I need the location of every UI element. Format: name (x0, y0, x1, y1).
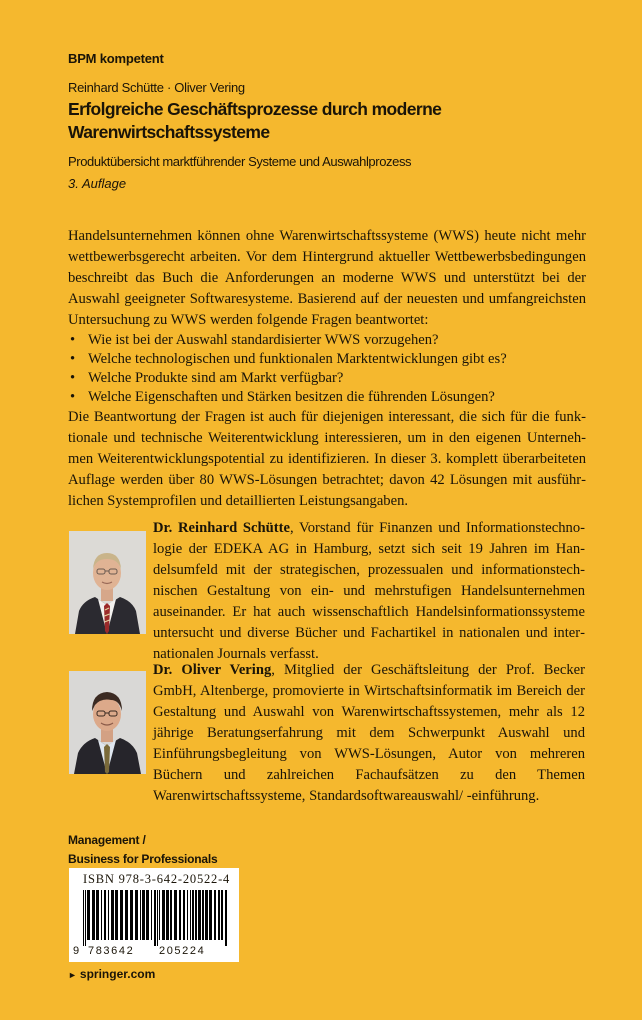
bio-text: , Mitglied der Geschäftsleitung der Prof. Becker GmbH, Altenberge, promovierte in Wirtschaftsinformatik im Bereich der Gestaltung und Auswahl von Warenwirtschaftssystemen, mehr als 12 jährige Beratungserfahrung mit dem Schwerpunkt Auswahl und Einführungsbegleitung von WWS-Lösungen, Autor von mehreren Büchern und zahlreichen Fachaufsätzen zu den Themen Warenwirtschaftssysteme, Standardsoftwareauswahl/ -einführung. (153, 662, 585, 804)
website-text: springer.com (79, 967, 156, 981)
barcode-bar (179, 890, 181, 940)
book-title-line-1: Erfolgreiche Geschäftsprozesse durch moderne (68, 99, 442, 119)
book-title-line-2: Warenwirtschaftssysteme (68, 122, 270, 142)
barcode-bar (115, 890, 118, 940)
barcode-bar (202, 890, 204, 940)
barcode-bar (96, 890, 99, 940)
book-subtitle: Produktübersicht marktführender Systeme und Auswahlprozess (68, 154, 412, 169)
barcode-bar (125, 890, 128, 940)
category-line-2: Business for Professionals (68, 852, 218, 866)
ean-right-group: 205224 (159, 945, 206, 957)
barcode-bar (87, 890, 90, 940)
barcode-bar (166, 890, 169, 940)
bio-text: , Vorstand für Finanzen und Informationstechnologie der EDEKA AG in Hamburg, setzt sich seit 19 Jahren im Handelsumfeld mit der strategischen, prozessualen und informationstechnischen Gestaltung von ein- und mehrstufigen Handelsunternehmen auseinander. Er hat auch wissenschaftlich Handelsinformationssysteme untersucht und diverse Bücher und Fachartikel in nationalen und internationalen Journals verfasst. (153, 520, 586, 662)
barcode-bar (130, 890, 133, 940)
barcode-bar (190, 890, 191, 940)
author-photo-vering (69, 671, 146, 774)
barcode-bar (111, 890, 114, 940)
barcode-bar (159, 890, 160, 940)
list-item: • Welche technologischen und funktionalen Marktentwicklungen gibt es? (68, 350, 586, 369)
author-photo-schuette (69, 531, 146, 634)
barcode-bar (140, 890, 141, 940)
barcode-bar (146, 890, 149, 940)
barcode-bar (209, 890, 212, 940)
barcode-bar (120, 890, 123, 940)
barcode-bar (162, 890, 165, 940)
author-name: Dr. Reinhard Schütte (153, 520, 290, 536)
isbn-label: ISBN 978-3-642-20522-4 (83, 872, 231, 886)
question-list (68, 331, 586, 407)
website-link[interactable] (68, 967, 155, 981)
category (68, 831, 218, 869)
bio-vering (153, 660, 585, 807)
ean-left-group: 783642 (88, 945, 135, 957)
barcode-bar (192, 890, 194, 940)
authors: Reinhard Schütte · Oliver Vering (68, 80, 245, 95)
barcode-bar (85, 890, 86, 946)
barcode-bar (187, 890, 188, 940)
barcode-bar (195, 890, 197, 940)
barcode-bar (157, 890, 158, 946)
author-name: Dr. Oliver Vering (153, 662, 272, 678)
list-item: • Welche Eigenschaften und Stärken besitzen die führenden Lösungen? (68, 388, 586, 407)
barcode-bar (101, 890, 102, 940)
barcode-bar (214, 890, 216, 940)
barcode-bar (183, 890, 185, 940)
barcode-bar (174, 890, 177, 940)
barcode-bar (154, 890, 156, 946)
portrait-illustration (69, 531, 146, 634)
edition: 3. Auflage (68, 176, 127, 191)
barcode-bar (104, 890, 106, 940)
barcode-bar (218, 890, 220, 940)
barcode-bars (81, 890, 231, 946)
barcode-bar (198, 890, 201, 940)
barcode-bar (170, 890, 172, 940)
ean-first-digit: 9 (73, 945, 81, 957)
barcode-bar (151, 890, 152, 940)
barcode-bar (83, 890, 84, 946)
list-item: • Welche Produkte sind am Markt verfügbar? (68, 369, 586, 388)
category-line-1: Management / (68, 833, 146, 847)
second-paragraph: Die Beantwortung der Fragen ist auch für diejenigen interessant, die sich für die funktionale und technische Weiterentwicklung interessieren, um in den eigenen Unternehmen Weiterentwicklungspotential zu identifizieren. In dieser 3. komplett überarbeiteten Auflage werden über 80 WWS-Lösungen betrachtet; davon 42 Lösungen mit ausführlichen Systemprofilen und detaillierten Leistungsangaben. (68, 409, 586, 509)
portrait-illustration (69, 671, 146, 774)
barcode (69, 868, 239, 962)
barcode-bar (142, 890, 145, 940)
intro-paragraph: Handelsunternehmen können ohne Warenwirtschaftssysteme (WWS) heute nicht mehr wettbewerbsgerecht arbeiten. Vor dem Hintergrund aktueller Wettbewerbsbedingungen beschreibt das Buch die Anforderungen an moderne WWS und unterstützt bei der Auswahl geeigneter Softwaresysteme. Basierend auf der neuesten und umfangreichsten Untersuchung zu WWS werden folgende Fragen beantwortet: (68, 228, 586, 328)
list-item: • Wie ist bei der Auswahl standardisierter WWS vorzugehen? (68, 331, 586, 350)
bio-schuette (153, 518, 585, 665)
series-name: BPM kompetent (68, 51, 164, 66)
barcode-bar (225, 890, 227, 946)
barcode-bar (92, 890, 95, 940)
barcode-bar (108, 890, 109, 940)
arrow-right-icon: ► (68, 970, 77, 980)
barcode-bar (221, 890, 223, 940)
book-title (68, 98, 588, 144)
barcode-bar (205, 890, 208, 940)
barcode-bar (135, 890, 138, 940)
